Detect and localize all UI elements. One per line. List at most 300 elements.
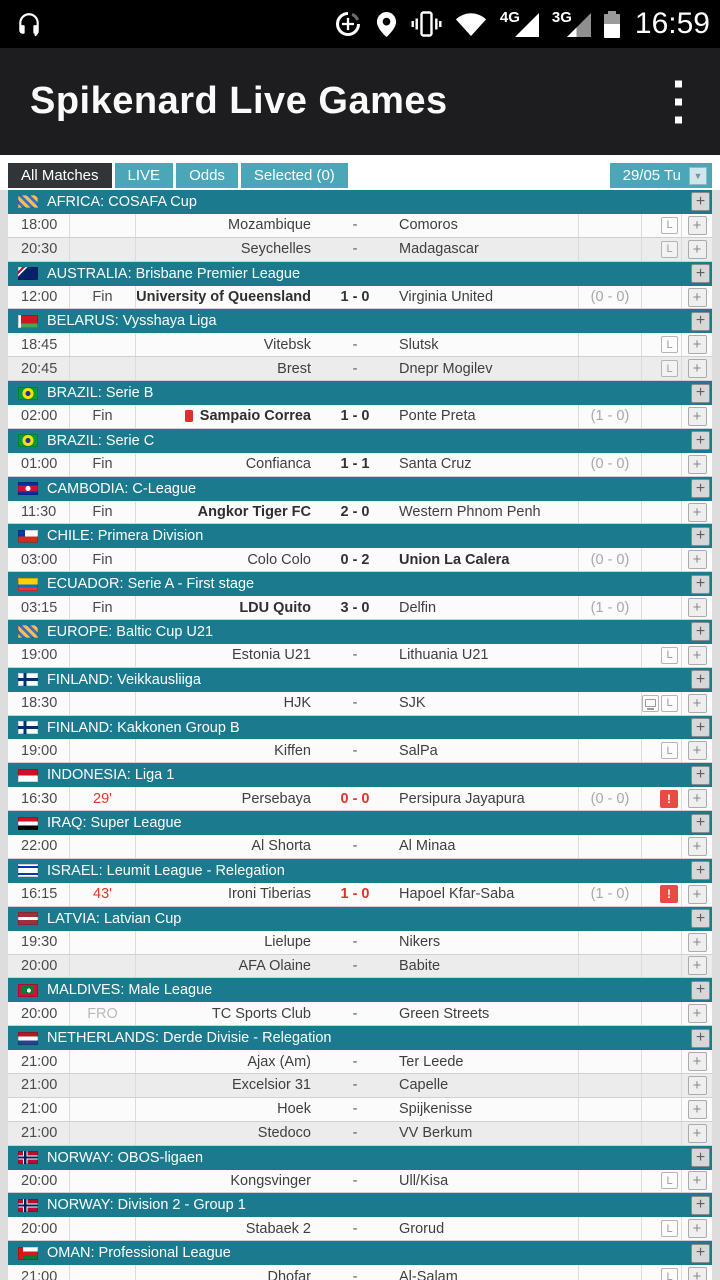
match-score: - — [352, 838, 358, 855]
match-time: 16:30 — [8, 787, 70, 810]
match-row[interactable] — [8, 1265, 712, 1280]
match-time: 20:00 — [8, 1002, 70, 1025]
home-team: Sampaio Correa — [136, 405, 320, 428]
add-league-button[interactable]: + — [691, 1196, 710, 1215]
match-score: 1 - 0 — [340, 886, 370, 903]
match-time: 18:30 — [8, 692, 70, 715]
halftime-score — [578, 931, 642, 954]
signal-4g-label: 4G — [499, 9, 520, 26]
match-score: 1 - 1 — [340, 456, 370, 473]
live-centre-button[interactable]: L — [661, 241, 678, 258]
match-time: 01:00 — [8, 453, 70, 476]
match-score: 0 - 0 — [340, 790, 370, 807]
match-row[interactable] — [8, 405, 712, 429]
league-name: NETHERLANDS: Derde Divisie - Relegation — [47, 1030, 332, 1047]
home-team: Ironi Tiberias — [227, 886, 311, 903]
away-team: Madagascar — [399, 241, 479, 258]
europe-flag-icon — [18, 625, 38, 638]
home-team: Stabaek 2 — [245, 1220, 311, 1237]
live-centre-button[interactable]: L — [661, 1172, 678, 1189]
add-match-button[interactable]: + — [688, 1100, 707, 1119]
match-status — [70, 1122, 136, 1145]
match-status: Fin — [70, 286, 136, 309]
page-title: Spikenard Live Games — [30, 80, 448, 122]
add-match-button[interactable]: + — [688, 956, 707, 975]
league-header[interactable] — [8, 859, 712, 883]
home-team: Vitebsk — [263, 336, 311, 353]
status-time: 16:59 — [634, 7, 710, 40]
match-score: - — [352, 742, 358, 759]
add-match-button[interactable]: + — [688, 1004, 707, 1023]
match-status — [70, 1265, 136, 1280]
away-team: Spijkenisse — [399, 1101, 473, 1118]
match-score: 1 - 0 — [340, 408, 370, 425]
home-team: TC Sports Club — [211, 1005, 311, 1022]
away-team: SalPa — [399, 742, 438, 759]
league-header[interactable] — [8, 716, 712, 740]
match-status — [70, 1050, 136, 1073]
home-team: HJK — [283, 695, 311, 712]
league-header[interactable] — [8, 309, 712, 333]
row-icons — [642, 692, 682, 715]
row-icons — [642, 1265, 682, 1280]
match-row[interactable] — [8, 1002, 712, 1026]
add-league-button[interactable]: + — [691, 527, 710, 546]
row-icons — [642, 787, 682, 810]
tab-live[interactable]: LIVE — [115, 163, 174, 188]
away-team: Western Phnom Penh — [399, 504, 541, 521]
match-row[interactable] — [8, 692, 712, 716]
away-team: Persipura Jayapura — [399, 790, 525, 807]
add-league-button[interactable]: + — [691, 766, 710, 785]
match-time: 18:45 — [8, 333, 70, 356]
alert-button[interactable]: ! — [660, 790, 678, 808]
add-match-button[interactable]: + — [688, 933, 707, 952]
add-match-button[interactable]: + — [688, 240, 707, 259]
halftime-score — [578, 501, 642, 524]
australia-flag-icon — [18, 267, 38, 280]
league-name: CAMBODIA: C-League — [47, 480, 197, 497]
cambodia-flag-icon — [18, 482, 38, 495]
match-score: 3 - 0 — [340, 599, 370, 616]
maldives-flag-icon — [18, 984, 38, 997]
row-icons — [642, 739, 682, 762]
halftime-score: (0 - 0) — [578, 453, 642, 476]
add-league-button[interactable]: + — [691, 479, 710, 498]
home-team: Stedoco — [257, 1125, 311, 1142]
match-time: 19:30 — [8, 931, 70, 954]
league-header[interactable] — [8, 811, 712, 835]
match-row[interactable] — [8, 357, 712, 381]
match-status: Fin — [70, 548, 136, 571]
league-header[interactable] — [8, 477, 712, 501]
add-match-button[interactable]: + — [688, 550, 707, 569]
signal-3g-label: 3G — [551, 9, 572, 26]
add-league-button[interactable]: + — [691, 622, 710, 641]
row-icons — [642, 453, 682, 476]
match-status: 29' — [70, 787, 136, 810]
match-row[interactable] — [8, 1122, 712, 1146]
match-time: 20:00 — [8, 1217, 70, 1240]
add-league-button[interactable]: + — [691, 909, 710, 928]
match-status: Fin — [70, 453, 136, 476]
add-league-button[interactable]: + — [691, 1244, 710, 1263]
norway-flag-icon — [18, 1199, 38, 1212]
live-centre-button[interactable]: L — [661, 695, 678, 712]
match-row[interactable] — [8, 286, 712, 310]
add-match-button[interactable]: + — [688, 598, 707, 617]
add-match-button[interactable]: + — [688, 455, 707, 474]
add-match-button[interactable]: + — [688, 789, 707, 808]
signal-4g-icon — [500, 9, 539, 39]
league-name: MALDIVES: Male League — [47, 982, 213, 999]
live-centre-button[interactable]: L — [661, 647, 678, 664]
match-status — [70, 333, 136, 356]
live-centre-button[interactable]: L — [661, 360, 678, 377]
league-header[interactable] — [8, 429, 712, 453]
row-icons — [642, 1074, 682, 1097]
match-row[interactable] — [8, 883, 712, 907]
away-team: Union La Calera — [399, 551, 510, 568]
add-match-button[interactable]: + — [688, 1052, 707, 1071]
add-match-button[interactable]: + — [688, 1124, 707, 1143]
match-score: 2 - 0 — [340, 504, 370, 521]
halftime-score — [578, 1265, 642, 1280]
home-team: University of Queensland — [136, 289, 311, 305]
match-row[interactable] — [8, 1217, 712, 1241]
match-time: 21:00 — [8, 1265, 70, 1280]
match-score: 0 - 2 — [340, 551, 370, 568]
vibrate-icon — [411, 10, 442, 38]
brazil-flag-icon — [18, 434, 38, 447]
add-league-button[interactable]: + — [691, 312, 710, 331]
away-team: Santa Cruz — [399, 456, 472, 473]
away-team: SJK — [399, 695, 426, 712]
add-league-button[interactable]: + — [691, 670, 710, 689]
add-league-button[interactable]: + — [691, 1148, 710, 1167]
live-centre-button[interactable]: L — [661, 1220, 678, 1237]
away-team: Ull/Kisa — [399, 1172, 449, 1189]
row-icons — [642, 1170, 682, 1193]
add-match-button[interactable]: + — [688, 885, 707, 904]
league-name: INDONESIA: Liga 1 — [47, 767, 175, 784]
home-team: Colo Colo — [247, 551, 311, 568]
calendar-dropdown-icon[interactable]: ▼ — [689, 167, 707, 185]
league-name: BRAZIL: Serie C — [47, 432, 155, 449]
league-header[interactable] — [8, 190, 712, 214]
add-match-button[interactable]: + — [688, 837, 707, 856]
home-team: Ajax (Am) — [247, 1053, 311, 1070]
match-time: 21:00 — [8, 1122, 70, 1145]
tv-stream-button[interactable] — [642, 695, 659, 712]
tab-selected[interactable]: Selected (0) — [241, 163, 348, 188]
halftime-score — [578, 333, 642, 356]
add-match-button[interactable]: + — [688, 503, 707, 522]
match-row[interactable] — [8, 955, 712, 979]
home-team: LDU Quito — [239, 599, 311, 616]
match-row[interactable] — [8, 931, 712, 955]
row-icons — [642, 1002, 682, 1025]
row-icons — [642, 644, 682, 667]
halftime-score — [578, 357, 642, 380]
add-match-button[interactable]: + — [688, 407, 707, 426]
match-score: - — [352, 1077, 358, 1094]
away-team: Delfin — [399, 599, 437, 616]
league-name: NORWAY: OBOS-ligaen — [47, 1149, 204, 1166]
add-league-button[interactable]: + — [691, 718, 710, 737]
home-team: Kiffen — [274, 742, 311, 759]
match-score: - — [352, 1005, 358, 1022]
match-score: - — [352, 1101, 358, 1118]
add-match-button[interactable]: + — [688, 216, 707, 235]
add-league-button[interactable]: + — [691, 814, 710, 833]
match-time: 22:00 — [8, 835, 70, 858]
league-name: EUROPE: Baltic Cup U21 — [47, 623, 214, 640]
add-league-button[interactable]: + — [691, 861, 710, 880]
location-icon — [375, 10, 398, 39]
add-match-button[interactable]: + — [688, 741, 707, 760]
match-time: 02:00 — [8, 405, 70, 428]
match-status — [70, 1074, 136, 1097]
date-selector[interactable] — [610, 163, 712, 188]
home-team: Mozambique — [227, 217, 311, 234]
alert-button[interactable]: ! — [660, 885, 678, 903]
away-team: Grorud — [399, 1220, 445, 1237]
match-score: - — [352, 934, 358, 951]
league-header[interactable] — [8, 262, 712, 286]
add-match-button[interactable]: + — [688, 335, 707, 354]
match-row[interactable] — [8, 1098, 712, 1122]
league-header[interactable] — [8, 978, 712, 1002]
match-row[interactable] — [8, 739, 712, 763]
add-league-button[interactable]: + — [691, 1029, 710, 1048]
headset-icon — [16, 10, 42, 38]
belarus-flag-icon — [18, 315, 38, 328]
match-time: 21:00 — [8, 1074, 70, 1097]
home-team: Lielupe — [264, 934, 311, 951]
halftime-score — [578, 1050, 642, 1073]
away-team: Slutsk — [399, 336, 439, 353]
match-row[interactable] — [8, 548, 712, 572]
league-header[interactable] — [8, 668, 712, 692]
add-league-button[interactable]: + — [691, 264, 710, 283]
row-icons — [642, 1217, 682, 1240]
add-match-button[interactable]: + — [688, 288, 707, 307]
league-header[interactable] — [8, 1026, 712, 1050]
match-time: 21:00 — [8, 1050, 70, 1073]
row-icons — [642, 835, 682, 858]
league-name: FINLAND: Kakkonen Group B — [47, 719, 240, 736]
halftime-score — [578, 955, 642, 978]
halftime-score — [578, 1217, 642, 1240]
halftime-score — [578, 1170, 642, 1193]
match-score: - — [352, 217, 358, 234]
match-score: - — [352, 957, 358, 974]
match-status — [70, 692, 136, 715]
league-header[interactable] — [8, 1241, 712, 1265]
halftime-score — [578, 739, 642, 762]
indonesia-flag-icon — [18, 769, 38, 782]
add-match-button[interactable]: + — [688, 359, 707, 378]
match-row[interactable] — [8, 453, 712, 477]
date-label: 29/05 Tu — [622, 167, 681, 184]
match-status: FRO — [70, 1002, 136, 1025]
home-team: Brest — [277, 360, 311, 377]
add-league-button[interactable]: + — [691, 384, 710, 403]
add-match-button[interactable]: + — [688, 694, 707, 713]
away-team: Lithuania U21 — [399, 647, 489, 664]
match-row[interactable] — [8, 333, 712, 357]
brazil-flag-icon — [18, 387, 38, 400]
match-score: - — [352, 241, 358, 258]
row-icons — [642, 405, 682, 428]
battery-icon — [604, 11, 620, 38]
halftime-score: (0 - 0) — [578, 548, 642, 571]
match-row[interactable] — [8, 835, 712, 859]
match-status: Fin — [70, 501, 136, 524]
halftime-score — [578, 644, 642, 667]
match-time: 18:00 — [8, 214, 70, 237]
match-time: 19:00 — [8, 739, 70, 762]
live-centre-button[interactable]: L — [661, 742, 678, 759]
match-row[interactable] — [8, 238, 712, 262]
halftime-score — [578, 835, 642, 858]
league-name: AUSTRALIA: Brisbane Premier League — [47, 265, 301, 282]
halftime-score: (0 - 0) — [578, 286, 642, 309]
away-team: Dnepr Mogilev — [399, 360, 493, 377]
match-row[interactable] — [8, 1170, 712, 1194]
home-team: AFA Olaine — [238, 957, 311, 974]
match-status — [70, 214, 136, 237]
tab-odds[interactable]: Odds — [176, 163, 238, 188]
match-time: 20:30 — [8, 238, 70, 261]
live-centre-button[interactable]: L — [661, 336, 678, 353]
halftime-score — [578, 1074, 642, 1097]
away-team: Comoros — [399, 217, 458, 234]
match-time: 12:00 — [8, 286, 70, 309]
add-match-button[interactable]: + — [688, 1171, 707, 1190]
match-time: 19:00 — [8, 644, 70, 667]
ecuador-flag-icon — [18, 578, 38, 591]
match-row[interactable] — [8, 501, 712, 525]
row-icons — [642, 955, 682, 978]
away-team: Al-Salam — [399, 1268, 458, 1280]
match-score: - — [352, 647, 358, 664]
match-score: - — [352, 1268, 358, 1280]
row-icons — [642, 548, 682, 571]
league-header[interactable] — [8, 620, 712, 644]
add-match-button[interactable]: + — [688, 646, 707, 665]
home-team: Estonia U21 — [232, 647, 311, 664]
oman-flag-icon — [18, 1247, 38, 1260]
home-team: Dhofar — [267, 1268, 311, 1280]
away-team: Babite — [399, 957, 441, 974]
match-time: 21:00 — [8, 1098, 70, 1121]
match-status — [70, 1217, 136, 1240]
match-row[interactable] — [8, 787, 712, 811]
away-team: Capelle — [399, 1077, 449, 1094]
match-status: 43' — [70, 883, 136, 906]
match-status: Fin — [70, 405, 136, 428]
match-row[interactable] — [8, 596, 712, 620]
add-match-button[interactable]: + — [688, 1219, 707, 1238]
add-league-button[interactable]: + — [691, 981, 710, 1000]
match-status — [70, 1170, 136, 1193]
africa-flag-icon — [18, 195, 38, 208]
match-row[interactable] — [8, 1074, 712, 1098]
tab-bar — [0, 155, 720, 190]
signal-3g-icon — [552, 9, 591, 39]
match-row[interactable] — [8, 1050, 712, 1074]
live-centre-button[interactable]: L — [661, 1268, 678, 1280]
league-header[interactable] — [8, 907, 712, 931]
halftime-score — [578, 692, 642, 715]
add-match-button[interactable]: + — [688, 1076, 707, 1095]
league-name: ISRAEL: Leumit League - Relegation — [47, 862, 285, 879]
league-header[interactable] — [8, 763, 712, 787]
match-row[interactable] — [8, 644, 712, 668]
match-time: 11:30 — [8, 501, 70, 524]
league-header[interactable] — [8, 1146, 712, 1170]
home-team: Confianca — [245, 456, 311, 473]
away-team: VV Berkum — [399, 1125, 473, 1142]
tv-icon — [645, 699, 656, 707]
match-time: 03:00 — [8, 548, 70, 571]
row-icons — [642, 286, 682, 309]
away-team: Virginia United — [399, 289, 494, 305]
add-league-button[interactable]: + — [691, 192, 710, 211]
away-team: Hapoel Kfar-Saba — [399, 886, 515, 903]
match-time: 20:00 — [8, 955, 70, 978]
match-score: - — [352, 1220, 358, 1237]
league-name: LATVIA: Latvian Cup — [47, 910, 182, 927]
add-league-button[interactable]: + — [691, 575, 710, 594]
home-team: Angkor Tiger FC — [197, 504, 311, 521]
kebab-menu-icon[interactable] — [675, 80, 682, 123]
latvia-flag-icon — [18, 912, 38, 925]
app-header — [0, 48, 720, 155]
row-icons — [642, 357, 682, 380]
live-centre-button[interactable]: L — [661, 217, 678, 234]
row-icons — [642, 1122, 682, 1145]
halftime-score: (1 - 0) — [578, 405, 642, 428]
match-row[interactable] — [8, 214, 712, 238]
league-name: NORWAY: Division 2 - Group 1 — [47, 1197, 246, 1214]
halftime-score: (1 - 0) — [578, 596, 642, 619]
row-icons — [642, 1098, 682, 1121]
away-team: Green Streets — [399, 1005, 490, 1022]
add-match-button[interactable]: + — [688, 1267, 707, 1280]
red-card-icon — [185, 410, 193, 422]
row-icons — [642, 214, 682, 237]
halftime-score: (1 - 0) — [578, 883, 642, 906]
away-team: Ponte Preta — [399, 408, 476, 425]
tab-all-matches[interactable]: All Matches — [8, 163, 112, 188]
chile-flag-icon — [18, 530, 38, 543]
iraq-flag-icon — [18, 817, 38, 830]
league-header[interactable] — [8, 524, 712, 548]
add-league-button[interactable]: + — [691, 431, 710, 450]
league-header[interactable] — [8, 1193, 712, 1217]
league-header[interactable] — [8, 572, 712, 596]
home-team: Kongsvinger — [230, 1172, 311, 1189]
match-time: 20:45 — [8, 357, 70, 380]
match-score: - — [352, 336, 358, 353]
league-header[interactable] — [8, 381, 712, 405]
halftime-score — [578, 238, 642, 261]
league-name: BRAZIL: Serie B — [47, 385, 154, 402]
israel-flag-icon — [18, 864, 38, 877]
